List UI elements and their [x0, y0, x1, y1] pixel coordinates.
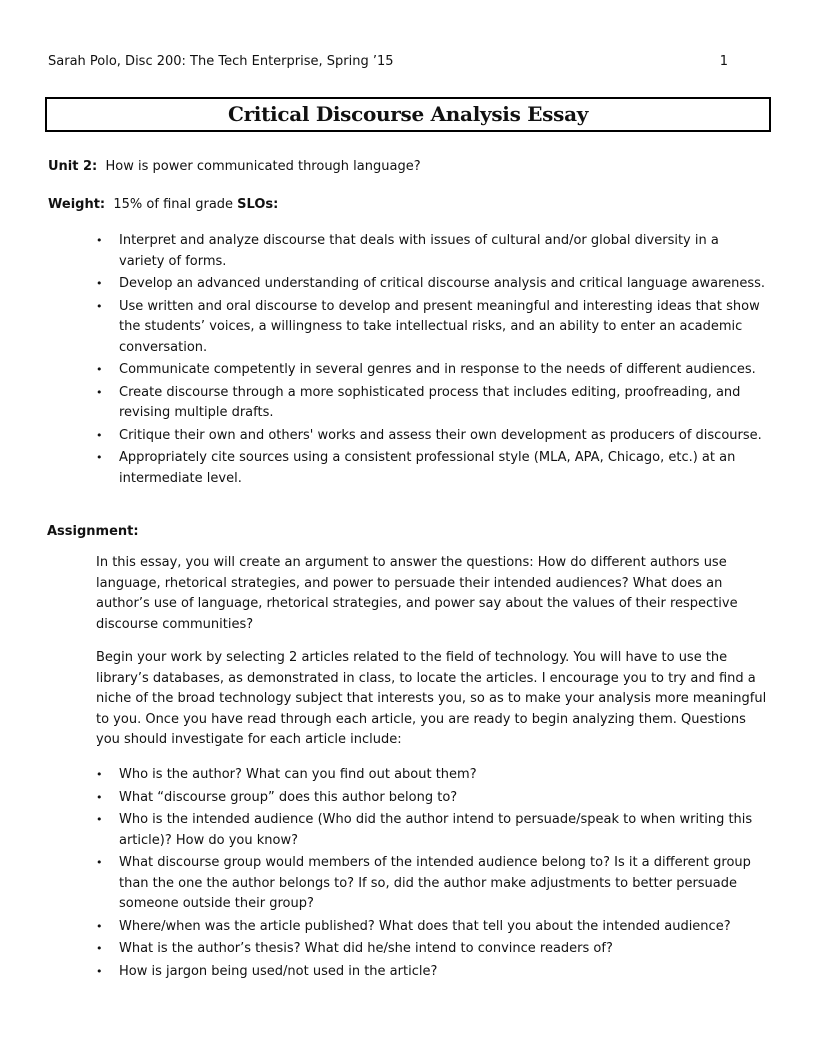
page-number: 1	[719, 54, 728, 69]
unit-line	[48, 159, 421, 175]
list-item	[96, 360, 768, 381]
list-item	[96, 962, 768, 983]
question-text: What “discourse group” does this author belong to?	[119, 789, 458, 805]
bullet-icon: •	[96, 299, 103, 313]
list-item	[96, 939, 768, 960]
bullet-icon: •	[96, 277, 103, 290]
list-item	[96, 274, 768, 295]
list-item	[96, 788, 768, 809]
bullet-icon: •	[96, 768, 103, 781]
list-item	[96, 810, 768, 851]
document-title: Critical Discourse Analysis Essay	[227, 102, 589, 126]
slo-list	[96, 231, 768, 491]
list-item	[96, 426, 768, 447]
list-item	[96, 383, 768, 424]
list-item	[96, 231, 768, 272]
questions-list	[96, 765, 768, 984]
list-item	[96, 917, 768, 938]
list-item	[96, 853, 768, 915]
slo-text: Create discourse through a more sophisticated process that includes editing, proofreading, and revising multiple drafts.	[119, 384, 741, 420]
slo-text: Use written and oral discourse to develop and present meaningful and interesting ideas that show the students’ voices, a willingness to take intellectual risks, and an ability to enter an academic conversation.	[119, 298, 760, 355]
bullet-icon: •	[96, 813, 103, 826]
bullet-icon: •	[96, 919, 103, 933]
assignment-paragraph: In this essay, you will create an argument to answer the questions: How do different authors use language, rhetorical strategies, and power to persuade their intended audiences? What does an author’s use of language, rhetorical strategies, and power say about the values of their respective discourse communities?	[96, 555, 738, 632]
bullet-icon: •	[96, 964, 103, 978]
weight-text: 15% of final grade	[113, 197, 234, 212]
weight-label: Weight:	[48, 197, 106, 212]
slos-label: SLOs:	[237, 197, 279, 212]
question-text: What discourse group would members of the intended audience belong to? Is it a different group than the one the author belongs to? If so, did the author make adjustments to better persuade someone outside their group?	[119, 855, 751, 911]
question-text: Who is the intended audience (Who did the author intend to persuade/speak to when writing this article)? How do you know?	[119, 812, 753, 848]
bullet-icon: •	[96, 942, 103, 955]
bullet-icon: •	[96, 790, 103, 804]
unit-text: How is power communicated through language?	[105, 159, 421, 174]
weight-line	[48, 197, 278, 213]
assignment-paragraph: Begin your work by selecting 2 articles related to the field of technology. You will have to use the library’s databases, as demonstrated in class, to locate the articles. I encourage you to try and find a niche of the broad technology subject that interests you, so as to make your analysis more meaningful to you. Once you have read through each article, you are ready to begin analyzing them. Questions you should investigate for each article include:	[96, 650, 767, 747]
question-text: Where/when was the article published? What does that tell you about the intended audience?	[119, 918, 731, 934]
list-item	[96, 765, 768, 786]
unit-label: Unit 2:	[48, 159, 98, 174]
bullet-icon: •	[96, 234, 103, 247]
bullet-icon: •	[96, 363, 103, 376]
list-item	[96, 297, 768, 359]
title-box	[45, 97, 771, 132]
header-author-course: Sarah Polo, Disc 200: The Tech Enterprise, Spring ’15	[48, 54, 394, 69]
question-text: How is jargon being used/not used in the article?	[119, 963, 438, 979]
assignment-label: Assignment:	[47, 524, 139, 539]
bullet-icon: •	[96, 385, 103, 399]
question-text: Who is the author? What can you find out about them?	[119, 767, 477, 782]
bullet-icon: •	[96, 428, 103, 442]
slo-text: Develop an advanced understanding of critical discourse analysis and critical language awareness.	[119, 276, 766, 291]
question-text: What is the author’s thesis? What did he/she intend to convince readers of?	[119, 941, 613, 956]
bullet-icon: •	[96, 856, 103, 869]
slo-text: Appropriately cite sources using a consistent professional style (MLA, APA, Chicago, etc.) at an intermediate level.	[119, 450, 736, 486]
list-item	[96, 448, 768, 489]
bullet-icon: •	[96, 451, 103, 464]
slo-text: Critique their own and others' works and assess their own development as producers of discourse.	[119, 427, 762, 443]
slo-text: Communicate competently in several genres and in response to the needs of different audiences.	[119, 362, 756, 377]
slo-text: Interpret and analyze discourse that deals with issues of cultural and/or global diversity in a variety of forms.	[119, 233, 719, 269]
